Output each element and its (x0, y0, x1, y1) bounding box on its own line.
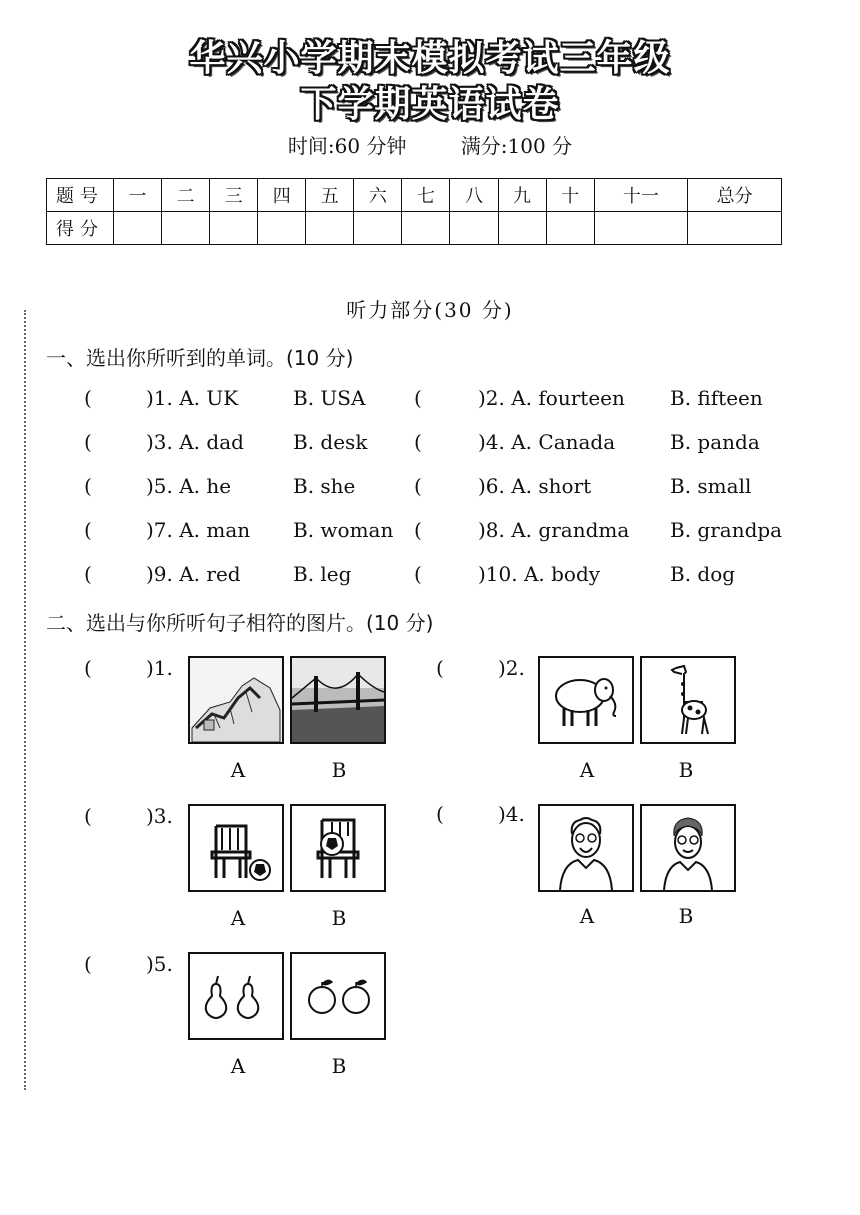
answer-blank[interactable]: ( (84, 430, 92, 454)
question-option-a: )2. A. fourteen (478, 386, 625, 410)
score-col-header: 六 (354, 179, 402, 212)
option-label-a: A (230, 906, 246, 930)
time-limit: 时间:60 分钟 (287, 134, 407, 158)
apples-icon[interactable] (290, 952, 386, 1040)
option-label-b: B (331, 1054, 347, 1078)
answer-blank[interactable]: ( (436, 802, 444, 826)
score-col-header: 十 (546, 179, 594, 212)
score-col-header: 二 (162, 179, 210, 212)
score-cell[interactable] (594, 212, 688, 245)
score-cell[interactable] (450, 212, 498, 245)
exam-title-line2: 下学期英语试卷 (300, 84, 560, 125)
score-cell[interactable] (546, 212, 594, 245)
question-option-b: B. fifteen (670, 386, 763, 410)
score-cell[interactable] (306, 212, 354, 245)
score-col-header: 九 (498, 179, 546, 212)
score-cell[interactable] (114, 212, 162, 245)
grandma-icon[interactable] (640, 804, 736, 892)
option-label-b: B (678, 758, 694, 782)
part1-heading: 一、选出你所听到的单词。(10 分) (46, 346, 354, 370)
question-number: )3. (146, 804, 173, 828)
score-table-score-row (47, 212, 782, 245)
score-cell[interactable] (210, 212, 258, 245)
answer-blank[interactable]: ( (414, 562, 422, 586)
question-option-a: )5. A. he (146, 474, 232, 498)
question-option-b: B. small (670, 474, 752, 498)
part1-row (0, 518, 860, 548)
part1-row (0, 474, 860, 504)
question-option-b: B. leg (293, 562, 352, 586)
score-table (46, 178, 782, 245)
question-option-b: B. desk (293, 430, 368, 454)
pears-icon[interactable] (188, 952, 284, 1040)
answer-blank[interactable]: ( (414, 474, 422, 498)
question-option-b: B. she (293, 474, 356, 498)
option-label-a: A (230, 758, 246, 782)
answer-blank[interactable]: ( (84, 386, 92, 410)
score-col-header: 八 (450, 179, 498, 212)
answer-blank[interactable]: ( (84, 952, 92, 976)
question-number: )1. (146, 656, 173, 680)
score-table-row-label: 得分 (47, 212, 114, 245)
elephant-icon[interactable] (538, 656, 634, 744)
question-number: )5. (146, 952, 173, 976)
question-option-a: )3. A. dad (146, 430, 244, 454)
question-option-b: B. USA (293, 386, 366, 410)
exam-title-line1: 华兴小学期末模拟考试三年级 (189, 38, 671, 79)
option-label-b: B (678, 904, 694, 928)
question-number: )2. (498, 656, 525, 680)
answer-blank[interactable]: ( (436, 656, 444, 680)
score-col-header: 四 (258, 179, 306, 212)
question-option-a: )8. A. grandma (478, 518, 630, 542)
binding-margin-line (24, 310, 26, 1090)
score-col-header: 七 (402, 179, 450, 212)
option-label-a: A (230, 1054, 246, 1078)
score-cell[interactable] (402, 212, 450, 245)
answer-blank[interactable]: ( (84, 474, 92, 498)
score-col-header: 一 (114, 179, 162, 212)
answer-blank[interactable]: ( (84, 656, 92, 680)
score-cell[interactable] (258, 212, 306, 245)
question-option-a: )1. A. UK (146, 386, 239, 410)
option-label-b: B (331, 906, 347, 930)
golden-gate-bridge-icon[interactable] (290, 656, 386, 744)
part2-heading: 二、选出与你所听句子相符的图片。(10 分) (46, 611, 434, 635)
great-wall-icon[interactable] (188, 656, 284, 744)
score-col-header: 五 (306, 179, 354, 212)
ball-on-chair-icon[interactable] (290, 804, 386, 892)
option-label-a: A (579, 904, 595, 928)
ball-beside-chair-icon[interactable] (188, 804, 284, 892)
score-cell[interactable] (688, 212, 782, 245)
answer-blank[interactable]: ( (84, 518, 92, 542)
option-label-b: B (331, 758, 347, 782)
giraffe-icon[interactable] (640, 656, 736, 744)
question-option-a: )6. A. short (478, 474, 592, 498)
option-label-a: A (579, 758, 595, 782)
part1-row (0, 386, 860, 416)
question-option-b: B. panda (670, 430, 760, 454)
question-option-a: )10. A. body (478, 562, 601, 586)
score-col-header: 十一 (594, 179, 688, 212)
score-cell[interactable] (354, 212, 402, 245)
grandpa-icon[interactable] (538, 804, 634, 892)
exam-meta (0, 130, 860, 159)
answer-blank[interactable]: ( (414, 430, 422, 454)
answer-blank[interactable]: ( (84, 804, 92, 828)
question-option-a: )7. A. man (146, 518, 251, 542)
score-cell[interactable] (498, 212, 546, 245)
listening-section-title: 听力部分(30 分) (346, 298, 514, 322)
score-col-header: 总分 (688, 179, 782, 212)
part1-row (0, 562, 860, 592)
answer-blank[interactable]: ( (414, 386, 422, 410)
full-score: 满分:100 分 (460, 134, 573, 158)
score-col-header: 三 (210, 179, 258, 212)
part1-row (0, 430, 860, 460)
question-option-b: B. grandpa (670, 518, 783, 542)
score-table-header-row (47, 179, 782, 212)
question-option-b: B. woman (293, 518, 394, 542)
question-option-b: B. dog (670, 562, 736, 586)
question-option-a: )4. A. Canada (478, 430, 616, 454)
question-number: )4. (498, 802, 525, 826)
answer-blank[interactable]: ( (84, 562, 92, 586)
question-option-a: )9. A. red (146, 562, 241, 586)
score-table-row-label: 题号 (47, 179, 114, 212)
score-cell[interactable] (162, 212, 210, 245)
answer-blank[interactable]: ( (414, 518, 422, 542)
